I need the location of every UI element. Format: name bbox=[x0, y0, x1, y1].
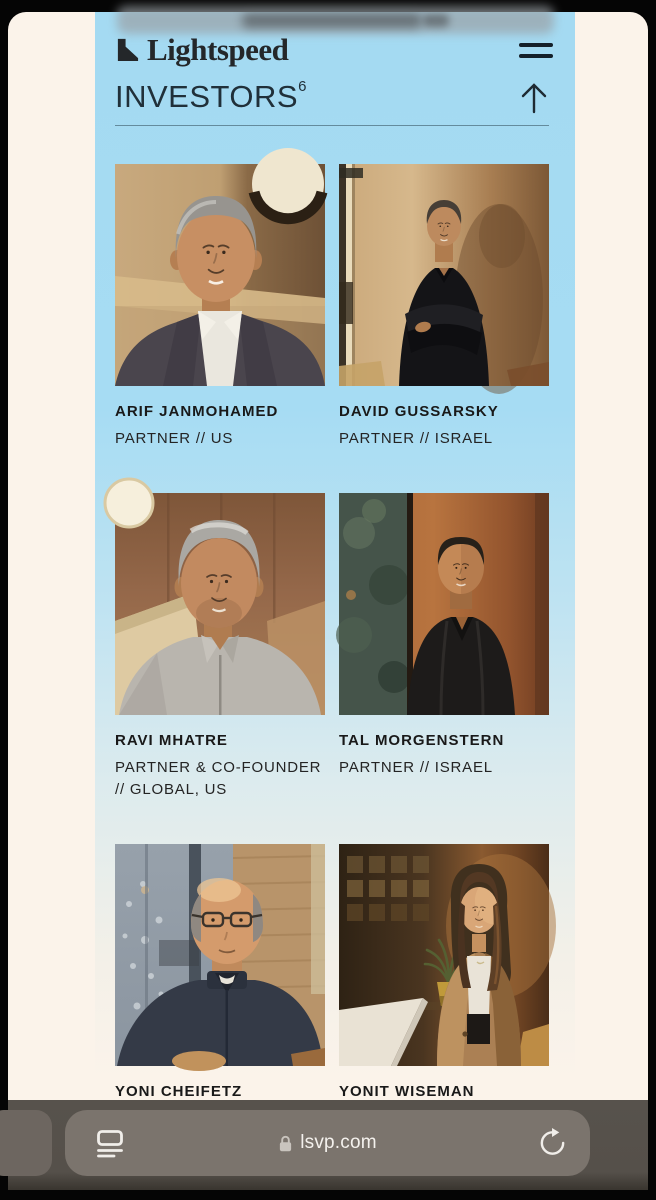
investor-photo bbox=[339, 493, 549, 715]
investor-card[interactable] bbox=[339, 493, 549, 802]
investor-name: RAVI MHATRE bbox=[115, 731, 228, 749]
investor-grid bbox=[95, 126, 575, 1130]
section-head bbox=[95, 65, 575, 115]
logo-text: Lightspeed bbox=[147, 32, 289, 67]
url-display bbox=[278, 1132, 377, 1154]
phone-screen bbox=[8, 12, 648, 1190]
arrow-up-icon[interactable] bbox=[519, 81, 549, 115]
investor-card[interactable] bbox=[115, 493, 325, 802]
url-text: lsvp.com bbox=[300, 1132, 377, 1153]
investor-photo bbox=[115, 844, 325, 1066]
investor-role: PARTNER // ISRAEL bbox=[339, 758, 493, 776]
lightspeed-mark-icon bbox=[115, 37, 140, 62]
investor-card[interactable] bbox=[339, 844, 549, 1131]
investor-photo bbox=[115, 164, 325, 386]
investor-card[interactable] bbox=[339, 164, 549, 451]
reader-icon[interactable] bbox=[95, 1128, 125, 1159]
investor-photo bbox=[115, 493, 325, 715]
address-bar[interactable] bbox=[65, 1110, 590, 1176]
hamburger-icon[interactable] bbox=[519, 41, 553, 57]
investor-role: PARTNER & CO-FOUNDER // GLOBAL, US bbox=[115, 758, 322, 798]
lightspeed-logo[interactable] bbox=[115, 34, 288, 65]
investor-card[interactable] bbox=[115, 844, 325, 1131]
investor-name: TAL MORGENSTERN bbox=[339, 731, 505, 749]
browser-toolbar bbox=[8, 1100, 648, 1190]
investor-role: PARTNER // US bbox=[115, 430, 234, 447]
investor-name: YONI CHEIFETZ bbox=[115, 1082, 243, 1100]
investors-section bbox=[95, 12, 575, 1110]
investor-name: DAVID GUSSARSKY bbox=[339, 403, 499, 420]
investor-photo bbox=[339, 844, 549, 1066]
investor-name: YONIT WISEMAN bbox=[339, 1082, 475, 1100]
reload-icon[interactable] bbox=[537, 1127, 568, 1159]
lock-icon bbox=[278, 1134, 293, 1153]
investor-name: ARIF JANMOHAMED bbox=[115, 403, 279, 420]
site-header bbox=[95, 12, 575, 65]
previous-tab-peek[interactable] bbox=[0, 1110, 52, 1176]
investor-card[interactable] bbox=[115, 164, 325, 451]
investor-role: PARTNER // ISRAEL bbox=[339, 430, 493, 447]
investor-photo bbox=[339, 164, 549, 386]
page-title: INVESTORS$^6$ bbox=[115, 78, 307, 114]
